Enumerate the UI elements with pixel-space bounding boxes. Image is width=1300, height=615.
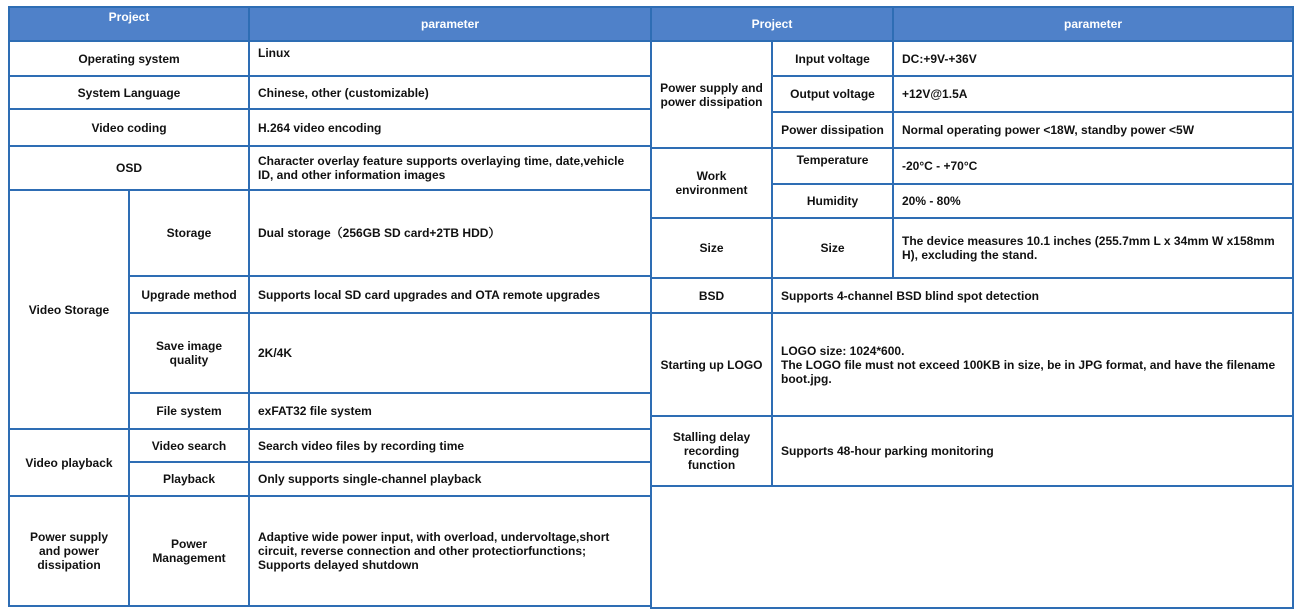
value-line: Adaptive wide power input, with overload, undervoltage,short circuit, reverse connection and other protectiorfunctions; [258,530,610,558]
row-label: Starting up LOGO [651,313,772,416]
table-row [651,148,1293,184]
spec-table-left [8,6,652,607]
row-label: Operating system [9,41,249,76]
row-value: DC:+9V-+36V [893,41,1293,76]
row-label: Upgrade method [129,276,249,313]
group-label-work-environment: Work environment [651,148,772,218]
row-label: Video search [129,429,249,462]
row-value: exFAT32 file system [249,393,651,429]
row-label: Stalling delay recording function [651,416,772,486]
row-value: Normal operating power <18W, standby power <5W [893,112,1293,148]
row-label: Size [772,218,893,278]
row-label: Humidity [772,184,893,218]
row-label: OSD [9,146,249,190]
group-label-video-storage: Video Storage [9,190,129,429]
header-project: Project [9,7,249,41]
table-row-empty [651,486,1293,608]
row-label: Playback [129,462,249,496]
table-row [651,218,1293,278]
table-row [651,278,1293,313]
row-label: Power dissipation [772,112,893,148]
row-value: H.264 video encoding [249,109,651,146]
empty-cell [651,486,1293,608]
row-value: Character overlay feature supports overlaying time, date,vehicle ID, and other information images [249,146,651,190]
row-value: -20°C - +70°C [893,148,1293,184]
row-label: Video coding [9,109,249,146]
row-value: Chinese, other (customizable) [249,76,651,109]
row-label: Output voltage [772,76,893,112]
table-row [9,109,651,146]
row-value: Supports local SD card upgrades and OTA remote upgrades [249,276,651,313]
group-label-size: Size [651,218,772,278]
table-row [651,416,1293,486]
row-value: Supports 4-channel BSD blind spot detection [772,278,1293,313]
table-row [651,41,1293,76]
group-label-power: Power supply and power dissipation [651,41,772,148]
row-value: Dual storage（256GB SD card+2TB HDD） [249,190,651,276]
group-label-video-playback: Video playback [9,429,129,496]
row-value [249,496,651,606]
table-row [9,429,651,462]
row-label: Storage [129,190,249,276]
row-label: Save image quality [129,313,249,393]
table-row [9,146,651,190]
row-value: +12V@1.5A [893,76,1293,112]
row-label: System Language [9,76,249,109]
row-value: Only supports single-channel playback [249,462,651,496]
table-row [9,76,651,109]
value-line: LOGO size: 1024*600. [781,343,905,358]
row-value: 2K/4K [249,313,651,393]
row-label: Temperature [772,148,893,184]
table-row [9,41,651,76]
value-line: The LOGO file must not exceed 100KB in size, be in JPG format, and have the filename boot.jpg. [781,357,1276,386]
row-value: The device measures 10.1 inches (255.7mm L x 34mm W x158mm H), excluding the stand. [893,218,1293,278]
row-value: Linux [249,41,651,76]
value-line: Supports delayed shutdown [258,558,419,572]
group-label-power: Power supply and power dissipation [9,496,129,606]
table-row [9,190,651,276]
row-value [772,313,1293,416]
row-value: 20% - 80% [893,184,1293,218]
spec-table-right [650,6,1294,609]
table-row [9,496,651,606]
row-label: BSD [651,278,772,313]
row-value: Supports 48-hour parking monitoring [772,416,1293,486]
header-parameter: parameter [893,7,1293,41]
row-label: Power Management [129,496,249,606]
table-row [651,313,1293,416]
row-label: File system [129,393,249,429]
row-value: Search video files by recording time [249,429,651,462]
header-parameter: parameter [249,7,651,41]
header-project: Project [651,7,893,41]
row-label: Input voltage [772,41,893,76]
